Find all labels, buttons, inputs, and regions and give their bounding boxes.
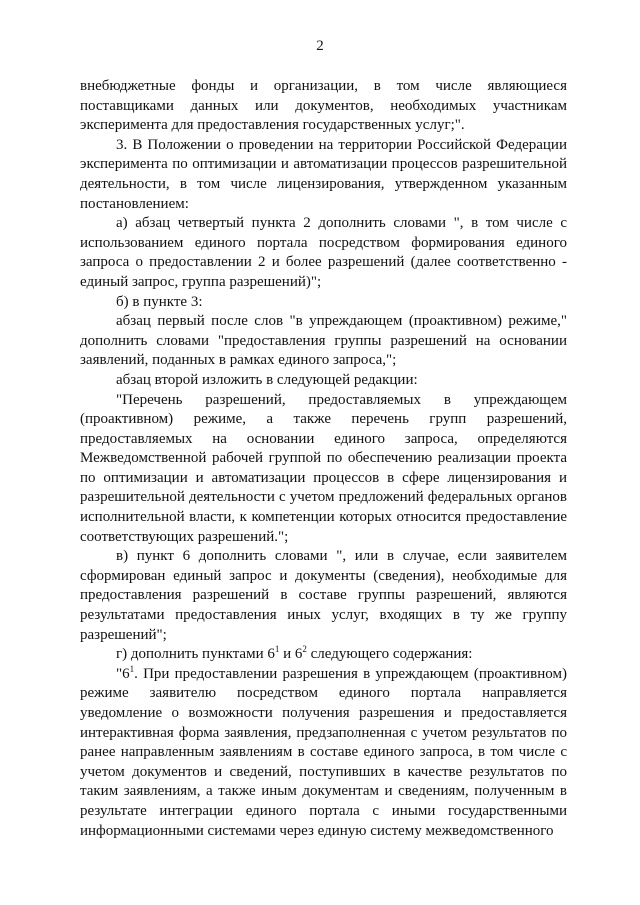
- document-body: [80, 77, 567, 841]
- paragraph-item-b: б) в пункте 3:: [116, 293, 203, 310]
- item-g-prefix: г) дополнить пунктами 6: [116, 646, 275, 663]
- item-6-1-lead: "6: [116, 665, 130, 682]
- item-6-1-sup: 1: [129, 663, 135, 674]
- item-g-sup-2: 2: [302, 644, 307, 655]
- item-g-suffix: следующего содержания:: [306, 646, 473, 663]
- paragraph-quote-list: "Перечень разрешений, предоставляемых в упреждающем (проактивном) режиме, а также перечень групп разрешений, предоставляемых на основании единого запроса, определяются Межведомственной рабочей группой по обеспечению реализации проекта по оптимизации и автоматизации процессов в сфере лицензирования и разрешительной деятельности с учетом предложений федеральных органов исполнительной власти, к компетенции которых относится предоставление соответствующих разрешений.";: [80, 391, 567, 545]
- paragraph-item-g: [80, 645, 567, 665]
- item-g-middle: и 6: [279, 646, 303, 663]
- page-number: 2: [316, 38, 324, 54]
- paragraph-item-a: а) абзац четвертый пункта 2 дополнить словами ", в том числе с использованием единого портала посредством формирования единого запроса о предоставлении 2 и более разрешений (далее соответственно - единый запрос, группа разрешений)";: [80, 215, 567, 290]
- item-g-sup-1: 1: [274, 644, 280, 655]
- item-6-1-text: . При предоставлении разрешения в упреждающем (проактивном) режиме заявителю посредством единого портала направляется уведомление о возможности получения разрешения и предоставляется интерактивная форма заявления, предзаполненная с учетом результатов по ранее направленным заявлениям в составе единого запроса, в том числе с учетом документов и сведений, поступивших в качестве результатов по таким заявлениям, а также иным документам и сведениям, полученным в результате интеграции единого портала с иными государственными информационными системами через единую систему межведомственного: [80, 665, 567, 839]
- paragraph-abzac-second: абзац второй изложить в следующей редакции:: [116, 371, 418, 388]
- paragraph-item-3: 3. В Положении о проведении на территории Российской Федерации эксперимента по оптимизации и автоматизации процессов разрешительной деятельности, в том числе лицензирования, утвержденном указанным постановлением:: [80, 136, 567, 212]
- paragraph-abzac-first: абзац первый после слов "в упреждающем (проактивном) режиме," дополнить словами "предоставления группы разрешений на основании заявлений, поданных в рамках единого запроса,";: [80, 313, 567, 369]
- paragraph-item-v: в) пункт 6 дополнить словами ", или в случае, если заявителем сформирован единый запрос и документы (сведения), необходимые для предоставления разрешений в составе группы разрешений, являются результатами предоставления иных услуг, входящих в ту же группу разрешений";: [80, 548, 567, 643]
- paragraph-funds: внебюджетные фонды и организации, в том числе являющиеся поставщиками данных или документов, необходимых участникам эксперимента для предоставления государственных услуг;".: [80, 78, 567, 134]
- paragraph-item-6-1: [80, 665, 567, 841]
